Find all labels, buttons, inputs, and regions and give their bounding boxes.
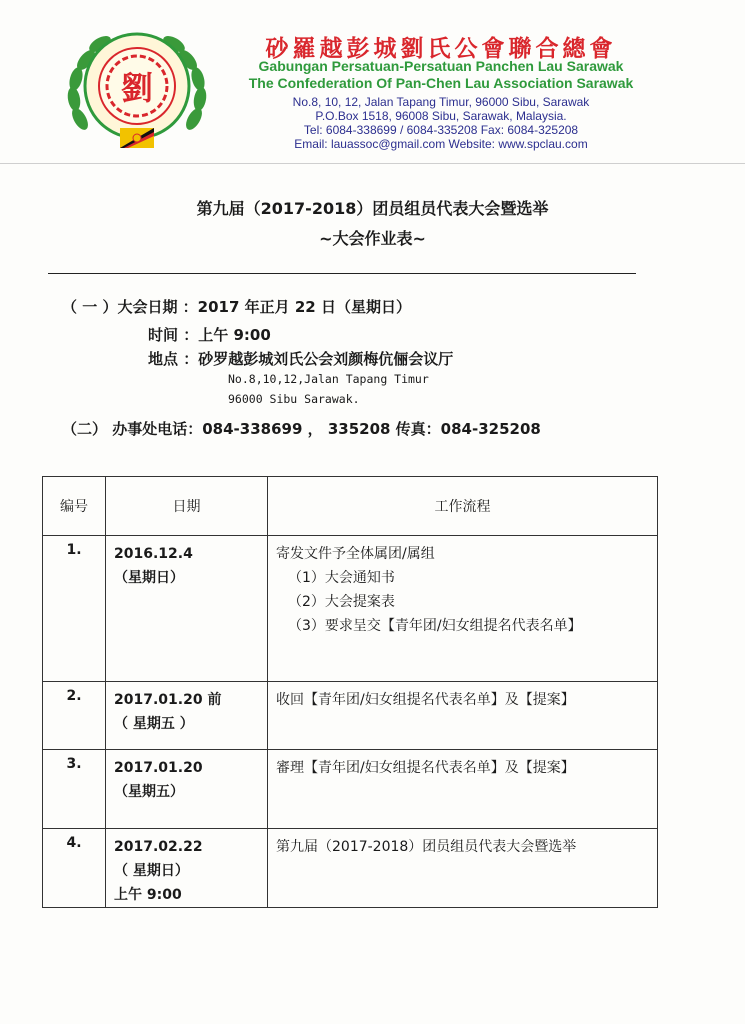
office-contacts: （二） 办事处电话：084-338699 ， 335208 传真：084-325208 [62, 420, 541, 438]
row-date [106, 682, 268, 750]
header-number: 编号 [43, 477, 106, 536]
svg-text:劉: 劉 [120, 69, 154, 107]
date-line: 2017.01.20 [114, 760, 203, 776]
weekday-line: （ 星期五 ） [114, 716, 194, 732]
row-number: 3. [43, 750, 106, 829]
weekday-line: （星期五） [114, 784, 184, 800]
row-number: 2. [43, 682, 106, 750]
header-workflow: 工作流程 [268, 477, 658, 536]
workflow-table [42, 476, 658, 908]
table-row [43, 536, 658, 682]
table-header-row [43, 477, 658, 536]
title-rule [48, 273, 636, 274]
date-line: 2016.12.4 [114, 546, 193, 562]
address-line-1: No.8, 10, 12, Jalan Tapang Timur, 96000 Sibu, Sarawak [292, 95, 590, 109]
row-workflow [268, 682, 658, 750]
meeting-date: （ 一 ）大会日期 ：2017 年正月 22 日（星期日） [62, 298, 411, 316]
workflow-line: 收回【青年团/妇女组提名代表名单】及【提案】 [276, 692, 575, 708]
contact-email: Email: lauassoc@gmail.com Website: www.spclau.com [294, 137, 588, 151]
address-line-2: P.O.Box 1518, 96008 Sibu, Sarawak, Malaysia. [315, 109, 567, 123]
row-number: 1. [43, 536, 106, 682]
table-row [43, 682, 658, 750]
document-subtitle: ~大会作业表~ [319, 229, 426, 248]
letterhead-divider [0, 163, 745, 164]
venue-address-1: No.8,10,12,Jalan Tapang Timur [228, 372, 429, 386]
workflow-line: 審理【青年团/妇女组提名代表名单】及【提案】 [276, 760, 575, 776]
document-title: 第九届（2017-2018）团员组员代表大会暨选举 [196, 199, 549, 218]
header-date: 日期 [106, 477, 268, 536]
org-name-chinese: 砂羅越彭城劉氏公會聯合總會 [265, 35, 617, 62]
workflow-line: （2）大会提案表 [288, 594, 395, 610]
contact-phone: Tel: 6084-338699 / 6084-335208 Fax: 6084-325208 [303, 123, 579, 137]
letterhead [0, 0, 745, 170]
workflow-line: （3）要求呈交【青年团/妇女组提名代表名单】 [288, 618, 582, 634]
row-date [106, 750, 268, 829]
table-row [43, 750, 658, 829]
date-line: 2017.01.20 前 [114, 692, 222, 708]
workflow-line: （1）大会通知书 [288, 570, 395, 586]
association-logo [62, 24, 212, 164]
org-name-malay: Gabungan Persatuan-Persatuan Panchen Lau Sarawak [258, 58, 624, 74]
weekday-line: （星期日） [114, 570, 184, 586]
date-line: 2017.02.22 [114, 839, 203, 855]
row-workflow [268, 536, 658, 682]
time-line: 上午 9:00 [114, 887, 182, 903]
table-row [43, 829, 658, 908]
meeting-venue: 地点 ：砂罗越彭城刘氏公会刘颜梅伉俪会议厅 [148, 350, 454, 368]
row-date [106, 536, 268, 682]
workflow-line: 第九届（2017-2018）团员组员代表大会暨选举 [276, 839, 577, 855]
row-number: 4. [43, 829, 106, 908]
row-workflow [268, 750, 658, 829]
row-date [106, 829, 268, 908]
row-workflow [268, 829, 658, 908]
weekday-line: （ 星期日） [114, 863, 189, 879]
venue-address-2: 96000 Sibu Sarawak. [228, 392, 360, 406]
workflow-line: 寄发文件予全体属团/属组 [276, 546, 435, 562]
org-name-english: The Confederation Of Pan-Chen Lau Association Sarawak [248, 75, 634, 91]
meeting-time: 时间 ：上午 9:00 [148, 326, 271, 344]
